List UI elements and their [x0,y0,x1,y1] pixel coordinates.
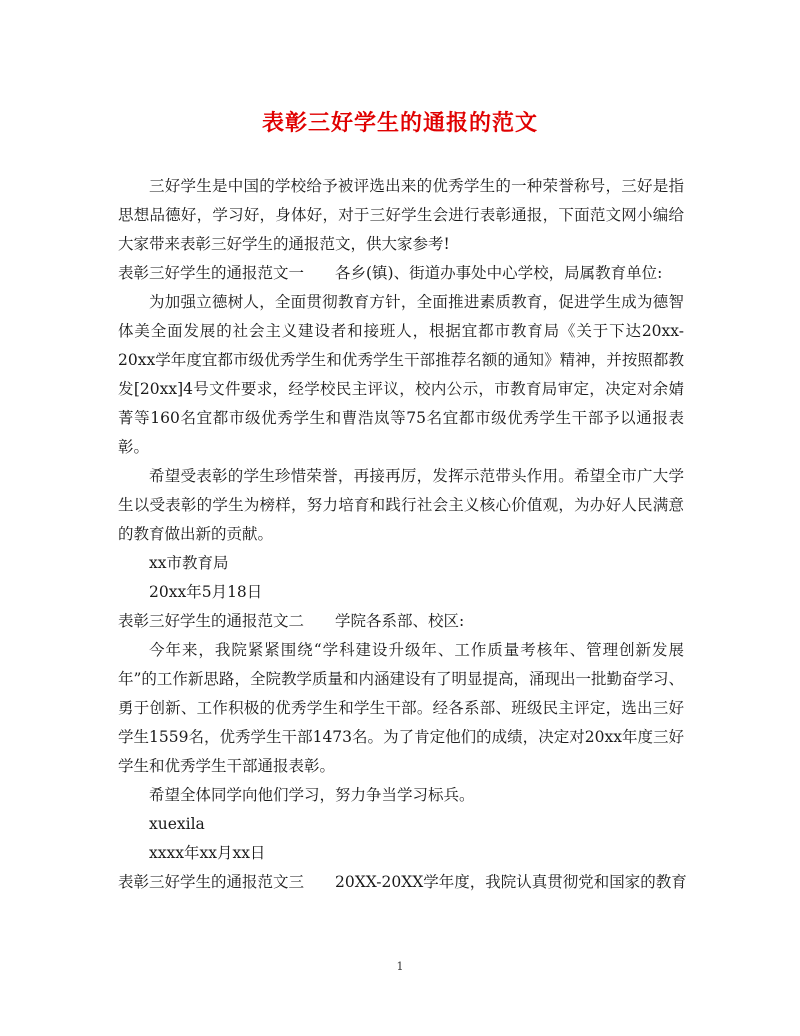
section-2-date: xxxx年xx月xx日 [149,844,266,862]
section-3-heading: 表彰三好学生的通报范文三 20XX-20XX学年度，我院认真贯彻党和国家的教育 [118,873,687,891]
section-1-paragraph-2: 希望受表彰的学生珍惜荣誉，再接再厉，发挥示范带头作用。希望全市广大学生以受表彰的学生为榜样，努力培育和践行社会主义核心价值观，为办好人民满意的教育做出新的贡献。 [118,467,684,543]
section-1-paragraph-1: 为加强立德树人，全面贯彻教育方针，全面推进素质教育，促进学生成为德智体美全面发展的社会主义建设者和接班人，根据宜都市教育局《关于下达20xx-20xx学年度宜都市级优秀学生和优秀学生干部推荐名额的通知》精神，并按照都教发[20xx]4号文件要求，经学校民主评议，校内公示，市教育局审定，决定对余婧菁等160名宜都市级优秀学生和曹浩岚等75名宜都市级优秀学生干部予以通报表彰。 [118,293,684,456]
section-2-issuer: xuexila [149,815,205,833]
section-1-date: 20xx年5月18日 [149,583,263,601]
page-number: 1 [396,960,404,973]
section-2-heading: 表彰三好学生的通报范文二 学院各系部、校区: [118,612,465,630]
section-1-heading: 表彰三好学生的通报范文一 各乡(镇)、街道办事处中心学校，局属教育单位: [118,264,663,282]
document-body [118,172,687,897]
document-title: 表彰三好学生的通报的范文 [261,110,538,136]
section-1-issuer: xx市教育局 [149,554,229,572]
intro-paragraph: 三好学生是中国的学校给予被评选出来的优秀学生的一种荣誉称号，三好是指思想品德好，学习好，身体好，对于三好学生会进行表彰通报，下面范文网小编给大家带来表彰三好学生的通报范文，供大家参考! [118,177,684,253]
section-2-paragraph-2: 希望全体同学向他们学习，努力争当学习标兵。 [149,786,475,804]
section-2-paragraph-1: 今年来，我院紧紧围绕“学科建设升级年、工作质量考核年、管理创新发展年”的工作新思路，全院教学质量和内涵建设有了明显提高，涌现出一批勤奋学习、勇于创新、工作积极的优秀学生和学生干部。经各系部、班级民主评定，选出三好学生1559名，优秀学生干部1473名。为了肯定他们的成绩，决定对20xx年度三好学生和优秀学生干部通报表彰。 [118,641,684,775]
